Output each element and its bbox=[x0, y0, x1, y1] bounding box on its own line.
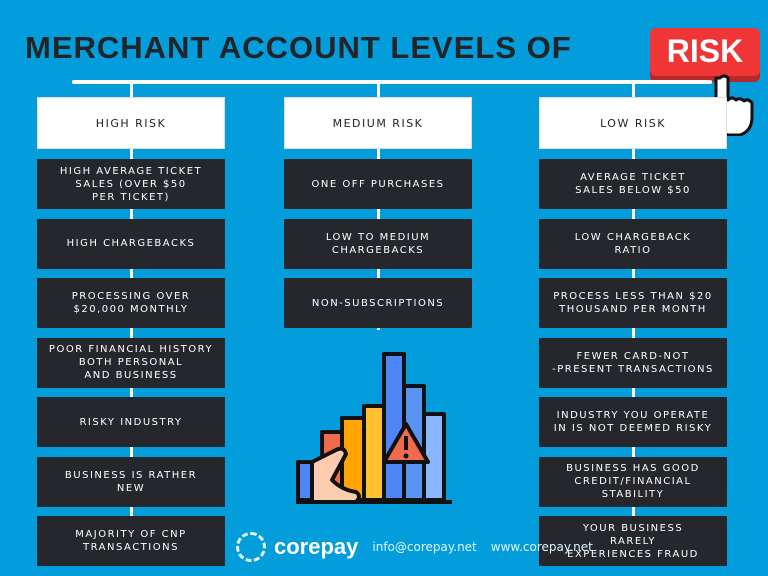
list-item: BUSINESS IS RATHER NEW bbox=[37, 457, 225, 507]
list-item: LOW TO MEDIUM CHARGEBACKS bbox=[284, 219, 472, 269]
heading-high-risk: HIGH RISK bbox=[37, 97, 225, 149]
list-item: MAJORITY OF CNP TRANSACTIONS bbox=[37, 516, 225, 566]
list-item: NON-SUBSCRIPTIONS bbox=[284, 278, 472, 328]
brand-name: corepay bbox=[274, 534, 359, 559]
list-item: POOR FINANCIAL HISTORY BOTH PERSONAL AND BUSINESS bbox=[37, 338, 225, 388]
list-item: BUSINESS HAS GOOD CREDIT/FINANCIAL STABILITY bbox=[539, 457, 727, 507]
list-item: HIGH CHARGEBACKS bbox=[37, 219, 225, 269]
list-item: YOUR BUSINESS RARELY EXPERIENCES FRAUD bbox=[539, 516, 727, 566]
list-item: ONE OFF PURCHASES bbox=[284, 159, 472, 209]
list-item: AVERAGE TICKET SALES BELOW $50 bbox=[539, 159, 727, 209]
risk-chart-illustration-icon bbox=[296, 350, 456, 510]
column-medium-risk bbox=[284, 84, 472, 330]
column-high-risk bbox=[37, 84, 225, 566]
footer bbox=[236, 532, 599, 562]
corepay-logo-icon bbox=[236, 532, 266, 562]
email-link[interactable]: info@corepay.net bbox=[372, 540, 477, 554]
risk-badge: RISK bbox=[650, 28, 760, 76]
list-item: LOW CHARGEBACK RATIO bbox=[539, 219, 727, 269]
heading-low-risk: LOW RISK bbox=[539, 97, 727, 149]
heading-medium-risk: MEDIUM RISK bbox=[284, 97, 472, 149]
page-title: MERCHANT ACCOUNT LEVELS OF bbox=[25, 30, 572, 65]
column-low-risk bbox=[539, 84, 727, 566]
website-link[interactable]: www.corepay.net bbox=[490, 540, 593, 554]
list-item: PROCESS LESS THAN $20 THOUSAND PER MONTH bbox=[539, 278, 727, 328]
list-item: RISKY INDUSTRY bbox=[37, 397, 225, 447]
list-item: PROCESSING OVER $20,000 MONTHLY bbox=[37, 278, 225, 328]
list-item: HIGH AVERAGE TICKET SALES (OVER $50 PER TICKET) bbox=[37, 159, 225, 209]
list-item: FEWER CARD-NOT -PRESENT TRANSACTIONS bbox=[539, 338, 727, 388]
list-item: INDUSTRY YOU OPERATE IN IS NOT DEEMED RISKY bbox=[539, 397, 727, 447]
